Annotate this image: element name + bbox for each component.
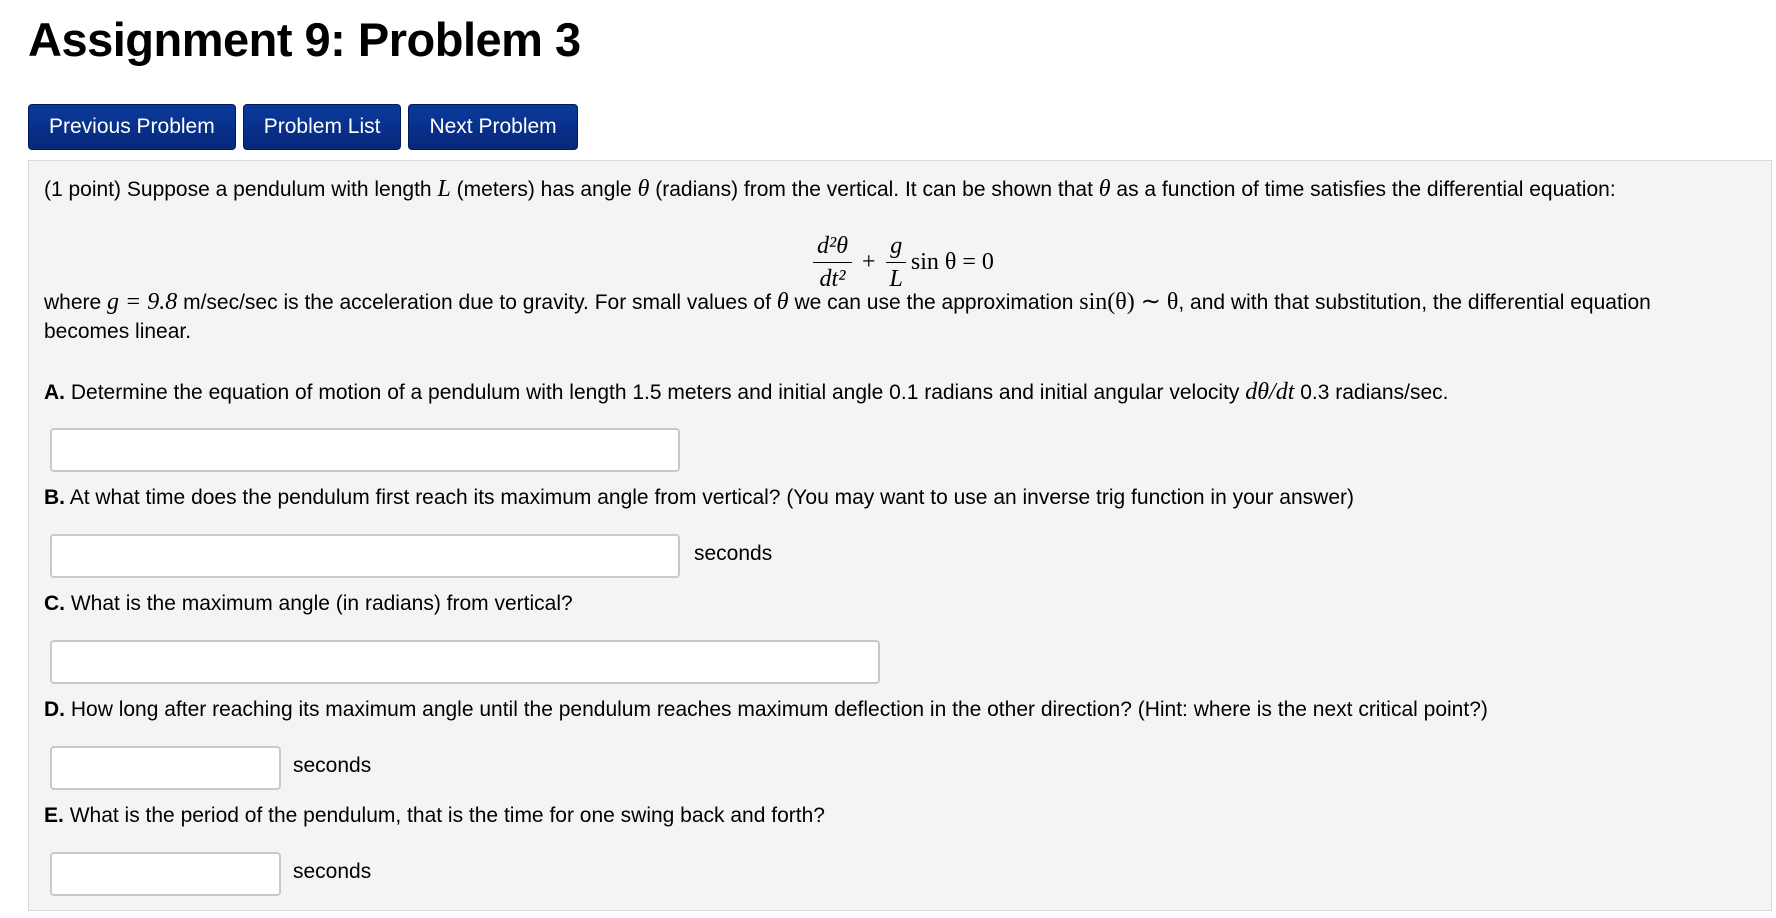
- problem-navigation: [28, 104, 578, 150]
- points-label: (1 point): [44, 178, 122, 201]
- differential-equation: $\frac{\text{d²θ}}{\text{dt²}}$ + $\frac{g}{L}$ sin θ = 0: [809, 227, 994, 297]
- part-b-answer-input[interactable]: [50, 534, 680, 578]
- g-over-l-fraction: $\frac{g}{L}$: [886, 231, 907, 294]
- part-d-answer-input[interactable]: [50, 746, 281, 790]
- part-c-question: C. What is the maximum angle (in radians) from vertical?: [44, 592, 573, 615]
- page-title: Assignment 9: Problem 3: [28, 13, 581, 66]
- intro-text: (1 point) Suppose a pendulum with length L (meters) has angle θ (radians) from the vertical. It can be shown that θ as a function of time satisfies the differential equation:: [44, 176, 1616, 202]
- part-a-answer-input[interactable]: [50, 428, 680, 472]
- part-b-question: B. At what time does the pendulum first reach its maximum angle from vertical? (You may want to use an inverse trig function in your answer): [44, 486, 1354, 509]
- next-problem-button[interactable]: Next Problem: [408, 104, 577, 150]
- where-text-line2: becomes linear.: [44, 320, 192, 343]
- part-e-unit: seconds: [293, 860, 372, 883]
- part-b-unit: seconds: [694, 542, 773, 565]
- previous-problem-button[interactable]: Previous Problem: [28, 104, 236, 150]
- part-d-question: D. How long after reaching its maximum angle until the pendulum reaches maximum deflection in the other direction? (Hint: where is the next critical point?): [44, 698, 1488, 721]
- problem-list-button[interactable]: Problem List: [243, 104, 402, 150]
- part-e-answer-input[interactable]: [50, 852, 281, 896]
- part-e-question: E. What is the period of the pendulum, that is the time for one swing back and forth?: [44, 804, 825, 827]
- part-c-answer-input[interactable]: [50, 640, 880, 684]
- part-a-question: A. Determine the equation of motion of a pendulum with length 1.5 meters and initial angle 0.1 radians and initial angular velocity dθ/dt 0.3 radians/sec.: [44, 379, 1449, 405]
- second-derivative-fraction: $\frac{\text{d²θ}}{\text{dt²}}$: [813, 231, 852, 294]
- where-text: where g = 9.8 m/sec/sec is the acceleration due to gravity. For small values of θ we can use the approximation sin(θ) ∼ θ, and with that substitution, the differential equation: [44, 289, 1651, 315]
- problem-body: [28, 160, 1772, 911]
- part-d-unit: seconds: [293, 754, 372, 777]
